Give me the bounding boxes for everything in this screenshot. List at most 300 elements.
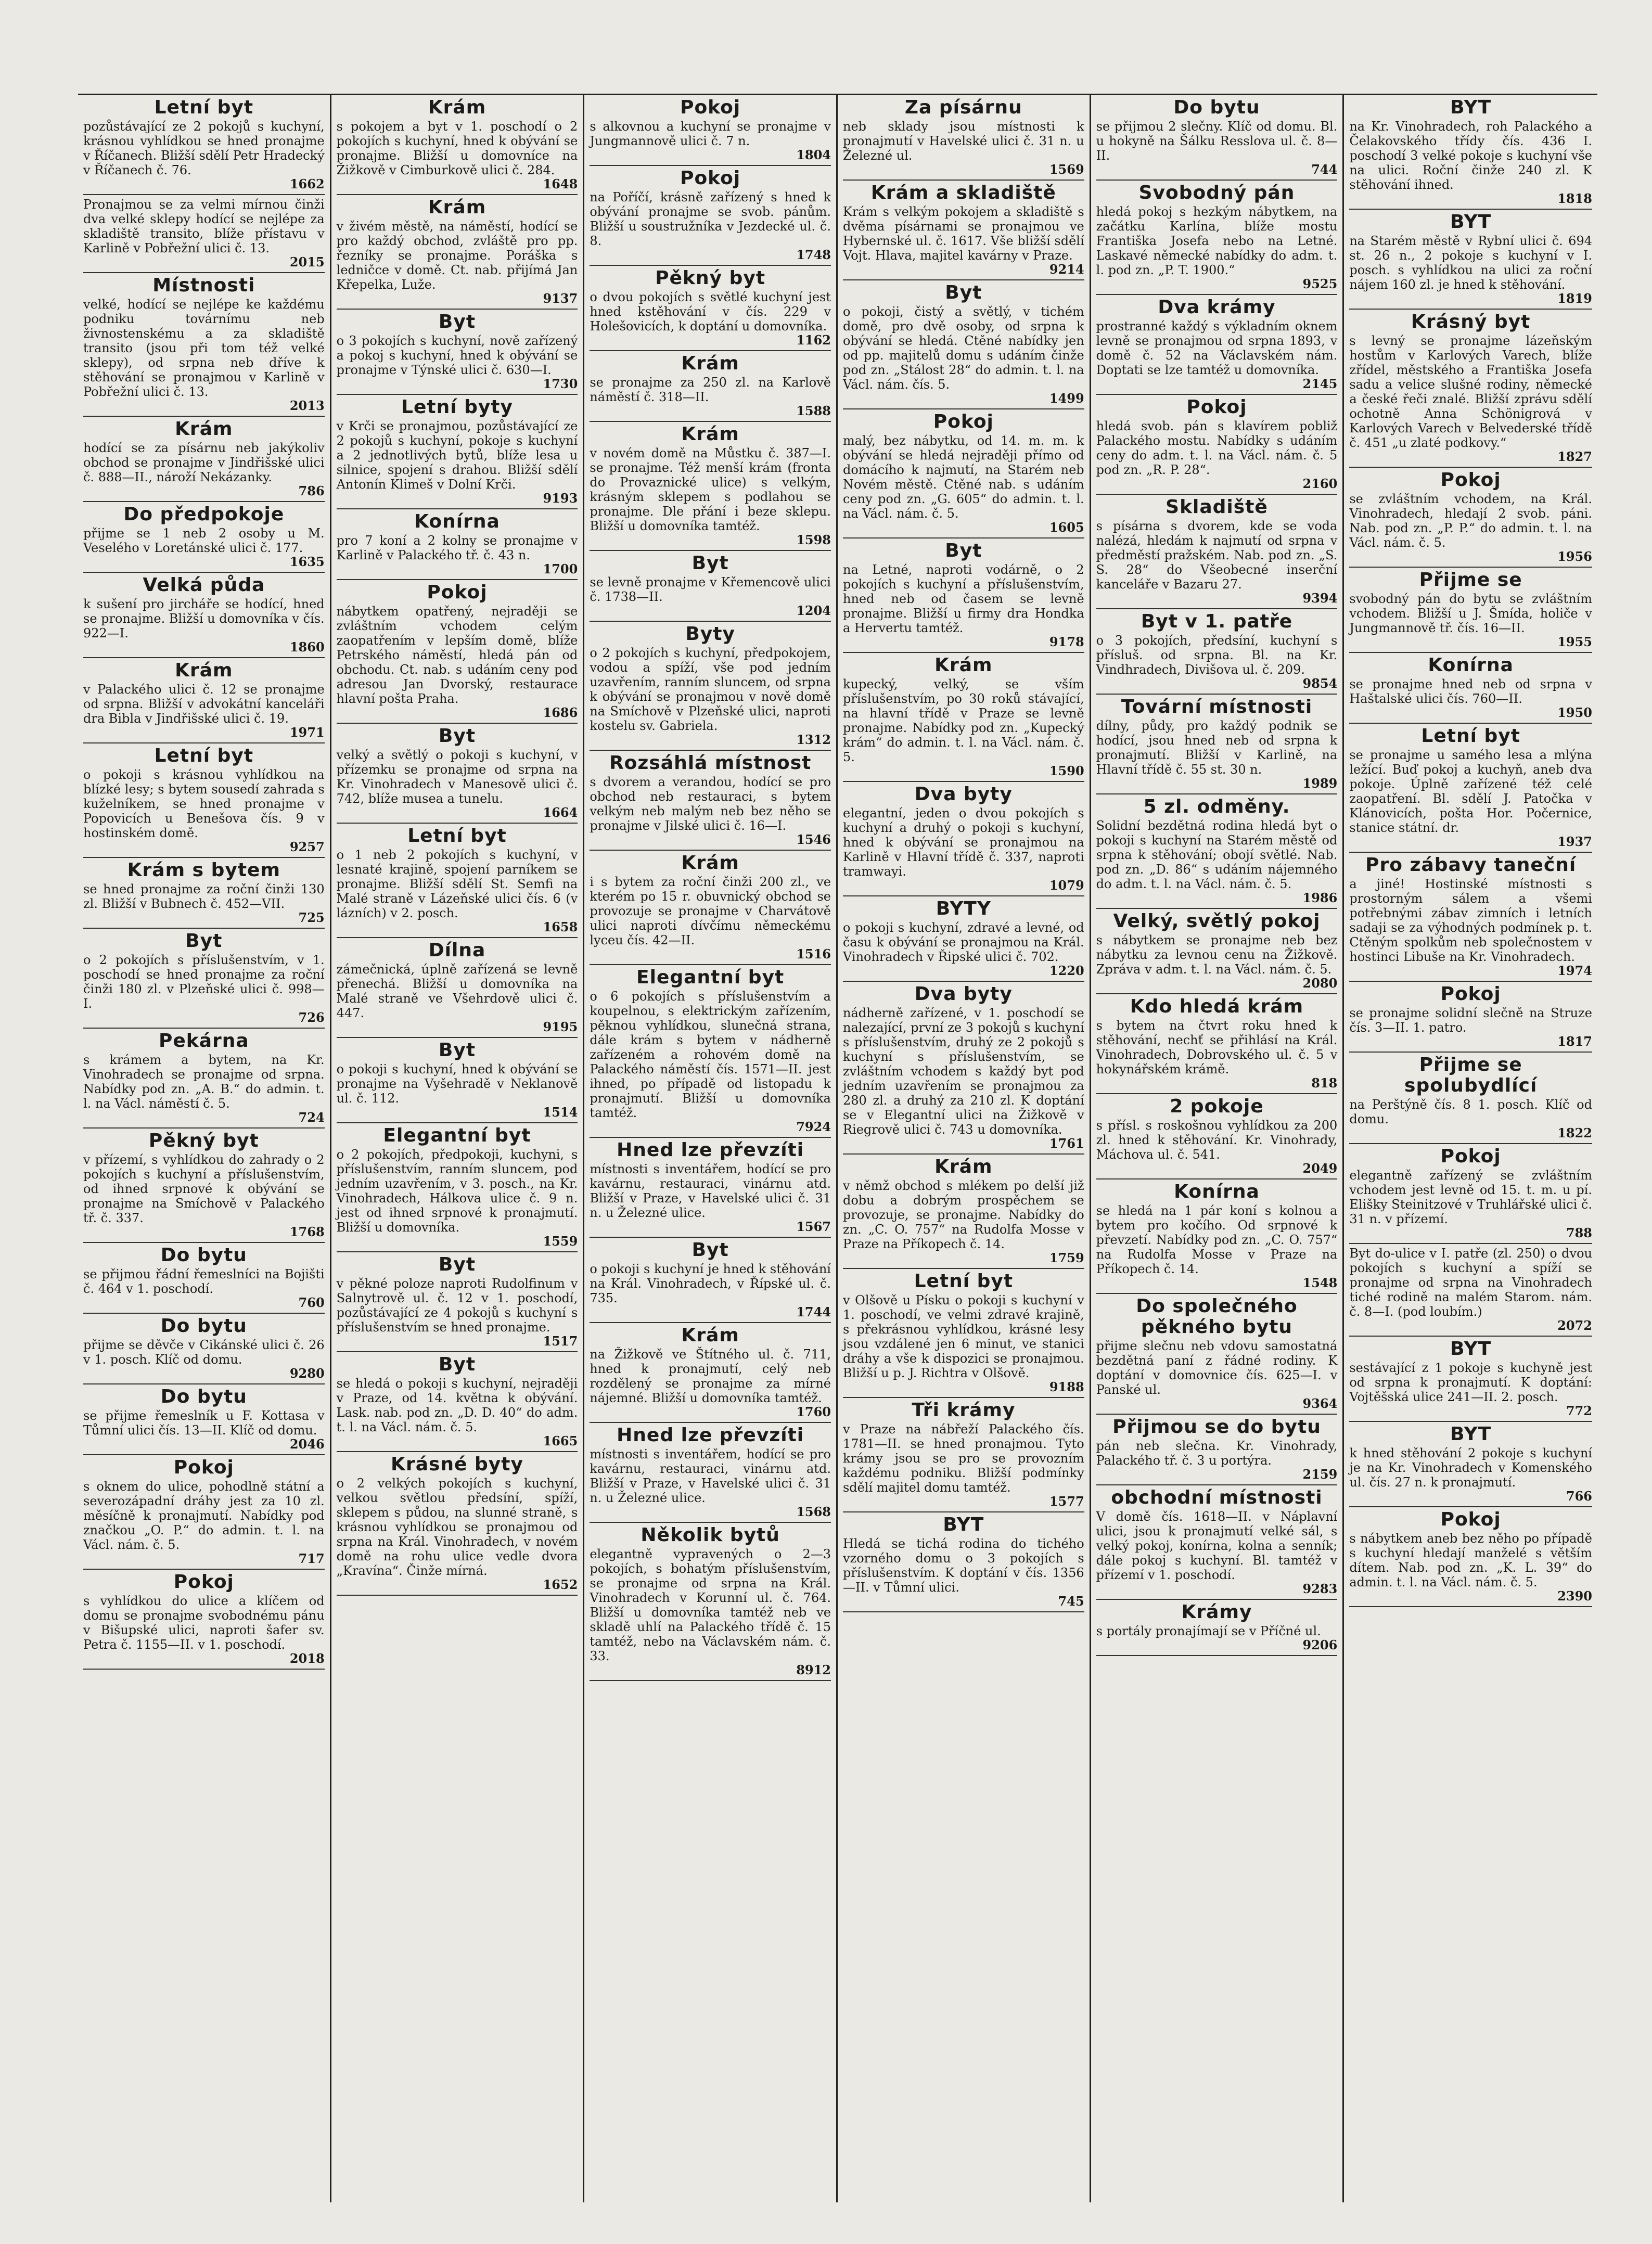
ad-title: Dílna: [428, 940, 486, 961]
ad-title: obchodní místnosti: [1111, 1487, 1323, 1508]
ad-body: se hned pronajme za roční činži 130 zl. Bližší v Bubnech č. 452—VII.: [83, 882, 325, 911]
ad-number: 1648: [543, 176, 578, 191]
ad-number: 8912: [796, 1662, 831, 1677]
ad-title: Krám: [934, 655, 993, 676]
ad-title: Letní byt: [407, 825, 507, 847]
ad-body: malý, bez nábytku, od 14. m. m. k obývání se hledá nejraději přímo od domácího k najmutí, na Starém neb Novém městě. Ctěné nab. s udáním ceny pod zn. „G. 605“ do admin. t. l. na Václ. nám. č. 5.: [842, 433, 1084, 521]
ad-body: s nábytkem se pronajme neb bez nábytku za levnou cenu na Žižkově. Zpráva v adm. t. l. na Václ. nám. č. 5.: [1096, 933, 1338, 977]
column-2: [331, 95, 585, 2202]
ad-body: s bytem na čtvrt roku hned k stěhování, nechť se přihlásí na Král. Vinohradech, Dobrovského ul. č. 5 v hokynářském krámě.: [1096, 1018, 1338, 1076]
ad-body: na Letné, naproti vodárně, o 2 pokojích s kuchyní a příslušenstvím, hned neb od časem se levně pronajme. Bližší u firmy dra Hondka a Hervertu tamtéž.: [842, 562, 1084, 635]
ad-title: 5 zl. odměny.: [1143, 796, 1290, 817]
column-1: [78, 95, 331, 2202]
ad-number: 760: [298, 1295, 325, 1310]
classified-ad: [1349, 468, 1592, 568]
classified-ad: [1096, 1179, 1338, 1294]
ad-body: na Kr. Vinohradech, roh Palackého a Čelakovského třídy čís. 436 I. poschodí 3 velké pokoje s kuchyní vše na ulici. Roční činže 240 zl. K stěhování ihned.: [1349, 119, 1592, 192]
ad-title: Krásné byty: [391, 1454, 523, 1475]
classified-ad: [1349, 1422, 1592, 1507]
ad-body: v němž obchod s mlékem po delší již dobu a dobrým prospěchem se provozuje, se pronajme. Nabídky do zn. „C. O. 757“ na Rudolfa Mosse v Praze na Příkopech č. 14.: [842, 1178, 1084, 1251]
ad-title: Byt v 1. patře: [1141, 611, 1293, 632]
ad-title: 2 pokoje: [1170, 1096, 1264, 1117]
ad-number: 1546: [796, 832, 831, 847]
ad-number: 1989: [1302, 776, 1338, 791]
ad-title: Pro zábavy taneční: [1365, 854, 1577, 876]
classified-ad: [843, 95, 1084, 181]
ad-title: Pekárna: [158, 1030, 249, 1052]
ad-body: místnosti s inventářem, hodící se pro kavárnu, restauraci, vinárnu atd. Bližší v Praze, v Havelské ulici č. 31 n. u Železné ulice.: [590, 1447, 831, 1505]
ad-number: 1818: [1557, 191, 1592, 206]
classified-ad: [1096, 909, 1338, 994]
ad-number: 1950: [1557, 705, 1592, 720]
ad-title: Konírna: [1428, 655, 1514, 676]
ad-number: 1079: [1049, 878, 1084, 893]
ad-body: o 2 pokojích s kuchyní, předpokojem, vodou a spíží, vše pod jedním uzavřením, ranním sluncem, od srpna k obývání se pronajmou v nově domě na Smíchově v Plzeňské ulici, naproti kostelu sv. Gabriela.: [590, 646, 831, 733]
classified-ad: [337, 1038, 578, 1123]
ad-body: k hned stěhování 2 pokoje s kuchyní je na Kr. Vinohradech v Komenského ul. čís. 27 n. k pronajmutí.: [1349, 1446, 1592, 1490]
ad-number: 1686: [543, 705, 578, 720]
ad-title: Letní byt: [914, 1271, 1014, 1292]
ad-title: Byt: [185, 930, 223, 952]
classified-ad: [1096, 295, 1338, 395]
classified-ad: [1349, 653, 1592, 724]
ad-body: se přijmou 2 slečny. Klíč od domu. Bl. u hokyně na Šálku Resslova ul. č. 8—II.: [1096, 119, 1338, 163]
ad-body: o 2 pokojích, předpokoji, kuchyni, s příslušenstvím, ranním sluncem, pod jedním uzavřením, v 3. posch., na Kr. Vinohradech, Hálkova ulice č. 9 n. jest od ihned srpnové k pronajmutí. Bližší u domovníka.: [336, 1147, 578, 1235]
ad-body: Byt do-ulice v I. patře (zl. 250) o dvou pokojích s kuchyní a spíží se pronajme od srpna na Vinohradech tiché rodině na malém Starom. nám. č. 8—I. (pod loubím.): [1349, 1246, 1592, 1319]
classified-ad: [1096, 181, 1338, 295]
classified-ad: [1349, 568, 1592, 653]
ad-body: na Perštýně čís. 8 1. posch. Klíč od domu.: [1349, 1097, 1592, 1126]
ad-number: 7924: [796, 1119, 831, 1134]
ad-body: v Palackého ulici č. 12 se pronajme od srpna. Bližší v advokátní kanceláři dra Bibla v Jindřišské ulici č. 19.: [83, 682, 325, 726]
ad-body: pro 7 koní a 2 kolny se pronajme v Karlině v Palackého tř. č. 43 n.: [336, 533, 578, 562]
ad-title: Elegantní byt: [383, 1125, 531, 1146]
ad-number: 1955: [1557, 634, 1592, 649]
classified-ad: [83, 1570, 325, 1670]
ad-title: Tři krámy: [912, 1400, 1016, 1421]
ad-number: 1819: [1557, 291, 1592, 306]
ad-number: 9854: [1302, 676, 1338, 691]
ad-title: Pokoj: [1186, 396, 1247, 418]
ad-body: v Krči se pronajmou, pozůstávající ze 2 pokojů s kuchyní, pokoje s kuchyní a 2 jednotlivých bytů, blíže lesa u silnice, spojení s drahou. Bližší sdělí Antonín Klimeš v Dolní Krči.: [336, 419, 578, 492]
ad-number: 1312: [796, 732, 831, 747]
ad-number: 744: [1311, 162, 1338, 177]
classified-ad: [590, 622, 831, 751]
classifieds-page: [78, 94, 1597, 2202]
ad-number: 725: [298, 910, 325, 925]
ad-body: elegantní, jeden o dvou pokojích s kuchyní a druhý o pokoji s kuchyní, hned k obývání se pronajmou na Karlině v Hlavní třídě č. 337, naproti tramwayi.: [842, 806, 1084, 879]
classified-ad: [83, 858, 325, 929]
ad-title: Pokoj: [680, 97, 741, 118]
ad-number: 1204: [796, 603, 831, 618]
classified-ad: [83, 1314, 325, 1384]
classified-ad: [1096, 1415, 1338, 1485]
ad-number: 1499: [1049, 391, 1084, 406]
classified-ad: [843, 982, 1084, 1155]
ad-body: v pěkné poloze naproti Rudolfinum v Salnytrově ul. č. 12 v 1. poschodí, pozůstávající ze 4 pokojů s kuchyní s příslušenstvím se hned pronajme.: [336, 1276, 578, 1335]
ad-body: s krámem a bytem, na Kr. Vinohradech se pronajme od srpna. Nabídky pod zn. „A. B.“ do admin. t. l. na Václ. náměstí č. 5.: [83, 1053, 325, 1111]
ad-title: Krámy: [1181, 1601, 1252, 1623]
ad-title: Krám: [175, 660, 233, 681]
ad-body: s vyhlídkou do ulice a klíčem od domu se pronajme svobodnému pánu v Bišupské ulici, naproti šafer sv. Petra č. 1155—II. v 1. poschodí.: [83, 1594, 325, 1652]
ad-number: 1162: [796, 332, 831, 348]
ad-title: Dva krámy: [1158, 297, 1276, 318]
ad-title: Konírna: [1174, 1181, 1260, 1202]
classified-ad: [83, 1129, 325, 1243]
ad-title: Několik bytů: [641, 1524, 780, 1546]
ad-title: Krám: [428, 97, 486, 118]
ad-body: prostranné každý s výkladním oknem levně se pronajmou od srpna 1893, v domě č. 52 na Václavském nám. Doptati se lze tamtéž u domovníka.: [1096, 319, 1338, 377]
ad-title: Kdo hledá krám: [1130, 996, 1304, 1017]
ad-body: V domě čís. 1618—II. v Náplavní ulici, jsou k pronajmutí velké sál, s velký pokoj, konírna, kolna a senník; dále pokoj s kuchyní. Bl. tamtéž v přízemí v 1. poschodí.: [1096, 1509, 1338, 1582]
ad-number: 2080: [1302, 976, 1338, 991]
ad-number: 9188: [1049, 1379, 1084, 1394]
classified-ad: [337, 1352, 578, 1452]
classified-ad: [590, 166, 831, 266]
ad-number: 2072: [1557, 1318, 1592, 1333]
ad-number: 1744: [796, 1304, 831, 1319]
ad-number: 1598: [796, 532, 831, 547]
ad-title: Pokoj: [427, 582, 488, 603]
ad-number: 1568: [796, 1504, 831, 1519]
ad-body: kupecký, velký, se vším příslušenstvím, po 30 roků stávající, na hlavní třídě v Praze se levně pronajme. Nabídky pod zn. „Kupecký krám“ do admin. t. l. na Václ. nám. č. 5.: [842, 677, 1084, 764]
ad-body: přijme se 1 neb 2 osoby u M. Veselého v Loretánské ulici č. 177.: [83, 526, 325, 555]
ad-number: 1517: [543, 1333, 578, 1349]
ad-body: se pronajme solidní slečně na Struze čís. 3—II. 1. patro.: [1349, 1006, 1592, 1035]
ad-number: 1860: [289, 639, 325, 655]
classified-ad: [590, 965, 831, 1138]
ad-title: Byt: [438, 311, 476, 332]
ad-title: Do bytu: [160, 1386, 247, 1407]
ad-body: v Olšově u Písku o pokoji s kuchyní v 1. poschodí, ve velmi zdravé krajině, s překrásnou vyhlídkou, krásné lesy jsou vzdálené jen 6 minut, ve stanici dráhy a vše k dispozici se pronajmou. Bližší u p. J. Richtra v Olšově.: [842, 1293, 1084, 1380]
ad-body: Krám s velkým pokojem a skladiště s dvěma písárnami se pronajmou ve Hybernské ul. č. 1617. Vše bližší sdělí Vojt. Hlava, majitel kavárny v Praze.: [842, 204, 1084, 263]
ad-body: k sušení pro jircháře se hodící, hned se pronajme. Bližší u domovníka v čís. 922—I.: [83, 597, 325, 640]
ad-number: 1956: [1557, 549, 1592, 564]
classified-ad: [83, 195, 325, 273]
ad-title: Pokoj: [1440, 1146, 1501, 1167]
classified-ad: [337, 580, 578, 724]
ad-title: Krásný byt: [1411, 311, 1531, 332]
ad-number: 1665: [543, 1433, 578, 1448]
classified-ad: [337, 509, 578, 580]
classified-ad: [337, 1452, 578, 1596]
ad-title: Pokoj: [173, 1571, 234, 1593]
ad-body: neb sklady jsou místnosti k pronajmutí v Havelské ulici č. 31 n. u Železné ul.: [842, 119, 1084, 163]
ad-body: hodící se za písárnu neb jakýkoliv obchod se pronajme v Jindřišské ulici č. 888—II., nároží Nekázanky.: [83, 441, 325, 484]
ad-number: 1664: [543, 805, 578, 820]
ad-title: Elegantní byt: [636, 967, 785, 988]
ad-title: Přijme se: [1419, 569, 1522, 591]
ad-number: 2145: [1302, 376, 1338, 391]
ad-title: Byt: [438, 1354, 476, 1375]
ad-number: 1567: [796, 1219, 831, 1234]
ad-body: s pokojem a byt v 1. poschodí o 2 pokojích s kuchyní, hned k obývání se pronajme. Bližší u domovníce na Žižkově v Cimburkově ulici č. 284.: [336, 119, 578, 177]
ad-body: přijme se děvče v Cikánské ulici č. 26 v 1. posch. Klíč od domu.: [83, 1338, 325, 1367]
ad-title: Místnosti: [152, 275, 255, 296]
classified-ad: [1096, 794, 1338, 909]
ad-title: Za písárnu: [904, 97, 1022, 118]
classified-ad: [337, 395, 578, 509]
ad-title: Byt: [438, 725, 476, 747]
ad-number: 717: [298, 1551, 325, 1566]
ad-title: Dva byty: [914, 983, 1013, 1005]
classified-ad: [1096, 1094, 1338, 1179]
classified-ad: [337, 724, 578, 824]
ad-number: 1220: [1049, 963, 1084, 978]
ad-number: 1577: [1049, 1494, 1084, 1509]
ad-body: se přijme řemeslník u F. Kottasa v Tůmní ulici čís. 13—II. Klíč od domu.: [83, 1408, 325, 1438]
classified-ad: [590, 1523, 831, 1681]
ad-number: 9283: [1302, 1581, 1338, 1596]
classified-ad: [83, 1455, 325, 1570]
ad-title: BYT: [1450, 1338, 1492, 1360]
ad-title: Do bytu: [1173, 97, 1260, 118]
ad-number: 818: [1311, 1075, 1338, 1091]
ad-title: Byt: [945, 282, 982, 303]
ad-number: 9178: [1049, 634, 1084, 649]
classified-ad: [590, 266, 831, 351]
ad-body: elegantně zařízený se zvláštním vchodem jest levně od 15. t. m. u pí. Elišky Steinitzové v Truhlářské ulici č. 31 n. v přízemí.: [1349, 1168, 1592, 1226]
classified-ad: [590, 351, 831, 422]
ad-title: Byt: [691, 553, 729, 574]
ad-number: 9193: [543, 491, 578, 506]
ad-number: 1590: [1049, 763, 1084, 778]
ad-body: Pronajmou se za velmi mírnou činži dva velké sklepy hodící se nejlépe za skladiště transito, blíže přístavu v Karlině v Pobřežní ulici č. 13.: [83, 197, 325, 255]
ad-body: o pokoji s kuchyní, hned k obývání se pronajme na Vyšehradě v Neklanově ul. č. 112.: [336, 1062, 578, 1106]
ad-body: o 3 pokojích, předsíní, kuchyní s přísluš. od srpna. Bl. na Kr. Vindhradech, Divišova ul. č. 209.: [1096, 633, 1338, 677]
classified-ad: [1349, 1144, 1592, 1244]
ad-body: v živém městě, na náměstí, hodící se pro každý obchod, zvláště pro pp. řezníky se pronajme. Poráška s ledničce v domě. Ct. nab. přijímá Jan Křepelka, Luže.: [336, 219, 578, 292]
ad-number: 1986: [1302, 890, 1338, 905]
ad-title: Letní byt: [154, 97, 254, 118]
column-6: [1344, 95, 1597, 2202]
classified-ad: [83, 573, 325, 658]
ad-body: místnosti s inventářem, hodící se pro kavárnu, restauraci, vinárnu atd. Bližší v Praze, v Havelské ulici č. 31 n. u Železné ulice.: [590, 1162, 831, 1220]
ad-body: v přízemí, s vyhlídkou do zahrady o 2 pokojích s kuchyní a příslušenstvím, od ihned srpnové k obývání se pronajme na Smíchově v Palackého tř. č. 337.: [83, 1152, 325, 1225]
classified-ad: [1349, 724, 1592, 853]
ad-title: Letní byt: [1421, 725, 1520, 747]
classified-ad: [337, 1123, 578, 1252]
ad-title: Krám: [681, 852, 739, 874]
ad-title: BYT: [1450, 211, 1492, 233]
ad-body: se pronajme hned neb od srpna v Haštalské ulici čís. 760—II.: [1349, 677, 1592, 706]
ad-title: Velká půda: [143, 574, 265, 596]
ad-title: Do předpokoje: [123, 504, 285, 525]
ad-body: dílny, půdy, pro každý podnik se hodící, jsou hned neb od srpna k pronajmutí. Bližší v Karlině, na Hlavní třídě č. 55 st. 30 n.: [1096, 719, 1338, 777]
ad-body: hledá svob. pán s klavírem pobliž Palackého mostu. Nabídky s udáním ceny do adm. t. l. na Václ. nám. č. 5 pod zn. „R. P. 28“.: [1096, 419, 1338, 477]
ad-title: Tovární místnosti: [1121, 696, 1313, 717]
classified-ad: [337, 1252, 578, 1352]
ad-number: 1761: [1049, 1136, 1084, 1151]
ad-number: 1971: [289, 725, 325, 740]
ad-body: se pronajme u samého lesa a mlýna ležící. Buď pokoj a kuchyň, aneb dva pokoje. Úplně zařízené též celé zaopatření. Bl. sdělí J. Patočka v Klánovicích, pošta Hor. Počernice, stanice státní. dr.: [1349, 748, 1592, 835]
ad-body: o pokoji s kuchyní, zdravé a levné, od času k obývání se pronajmou na Král. Vinohradech v Řipské ulici č. 702.: [842, 920, 1084, 964]
classified-ad: [1349, 1053, 1592, 1144]
ad-title: Byty: [685, 623, 735, 645]
ad-title: Pokoj: [1440, 983, 1501, 1005]
classified-ad: [843, 181, 1084, 280]
ad-body: o 2 pokojích s příslušenstvím, v 1. poschodí se hned pronajme za roční činži 180 zl. v Plzeňské ulici č. 998—I.: [83, 953, 325, 1011]
classified-ad: [1349, 1507, 1592, 1607]
ad-body: Hledá se tichá rodina do tichého vzorného domu o 3 pokojích s příslušenstvím. K doptání v čís. 1356—II. v Tůmní ulici.: [842, 1536, 1084, 1595]
classified-ad: [590, 1238, 831, 1323]
ad-title: Krám: [681, 1325, 739, 1346]
column-4: [838, 95, 1091, 2202]
ad-number: 9206: [1302, 1637, 1338, 1652]
ad-body: pán neb slečna. Kr. Vinohrady, Palackého tř. č. 3 u portýra.: [1096, 1439, 1338, 1468]
ad-number: 726: [298, 1010, 325, 1025]
classified-ad: [1096, 95, 1338, 181]
ad-body: v novém domě na Můstku č. 387—I. se pronajme. Též menší krám (fronta do Provaznické ulice) s velkým, krásným sklepem s podlahou se pronajme. Dle přání i beze sklepu. Bližší u domovníka tamtéž.: [590, 446, 831, 533]
ad-body: o 3 pokojích s kuchyní, nově zařízený a pokoj s kuchyní, hned k obývání se pronajme v Týnské ulici č. 630—I.: [336, 334, 578, 377]
ad-number: 9257: [289, 839, 325, 854]
classified-ad: [843, 538, 1084, 653]
ad-title: Byt: [945, 540, 982, 561]
ad-number: 2159: [1302, 1467, 1338, 1482]
ad-title: Do bytu: [160, 1315, 247, 1337]
classified-ad: [843, 653, 1084, 782]
ad-number: 786: [298, 483, 325, 498]
classified-ad: [83, 417, 325, 502]
ad-number: 1559: [543, 1234, 578, 1249]
ad-body: elegantně vypravených o 2—3 pokojích, s bohatým příslušenstvím, se pronajme od srpna na Král. Vinohradech v Korunní ul. č. 764. Bližší u domovníka tamtéž neb ve skladě uhlí na Palackého třídě č. 15 tamtéž, nebo na Václavském nám. č. 33.: [590, 1547, 831, 1663]
ad-number: 9525: [1302, 276, 1338, 291]
ad-number: 1827: [1557, 449, 1592, 464]
column-3: [584, 95, 838, 2202]
classified-ad: [843, 1398, 1084, 1512]
ad-body: velké, hodící se nejlépe ke každému podniku továrnímu neb živnostenskému a za skladiště transito (jsou při tom též velké sklepy), od srpna neb dříve k stěhování se pronajmou v Karlině v Pobřežní ulici č. 13.: [83, 297, 325, 399]
classified-ad: [590, 1423, 831, 1523]
classified-ad: [1096, 1294, 1338, 1415]
ad-body: s levný se pronajme lázeňským hostům v Karlových Varech, blíže zřídel, městského a Františka Josefa sadu a velice slušné rodiny, německé a české řeči znalé. Bližší zprávu sdělí ochotně Anna Schönigrová v Karlových Varech v Belvederské třídě č. 451 „u zlaté podkovy.“: [1349, 334, 1592, 450]
ad-body: hledá pokoj s hezkým nábytkem, na začátku Karlína, blíže mostu Františka Josefa nebo na Letné. Laskavé německé nabídky do adm. t. l. pod zn. „P. T. 1900.“: [1096, 204, 1338, 277]
ad-number: 1804: [796, 147, 831, 162]
ad-number: 9280: [289, 1366, 325, 1381]
ad-title: Pokoj: [680, 168, 741, 189]
ad-body: na Žižkově ve Štítného ul. č. 711, hned k pronajmutí, celý neb rozdělený se pronajme za mírné nájemné. Bližší u domovníka tamtéž.: [590, 1347, 831, 1405]
ad-title: BYT: [943, 1514, 984, 1535]
ad-number: 1588: [796, 403, 831, 418]
ad-title: Letní byty: [401, 396, 513, 418]
ad-number: 2046: [289, 1437, 325, 1452]
ad-number: 2049: [1302, 1161, 1338, 1176]
ad-number: 2390: [1557, 1588, 1592, 1604]
ad-body: se zvláštním vchodem, na Král. Vinohradech, hledají 2 svob. páni. Nab. pod zn. „P. P.“ do admin. t. l. na Václ. nám. č. 5.: [1349, 492, 1592, 550]
ad-title: Byt: [438, 1040, 476, 1061]
ad-title: BYTY: [936, 898, 991, 919]
classified-ad: [590, 95, 831, 166]
ad-number: 2013: [289, 398, 325, 413]
ad-number: 1605: [1049, 520, 1084, 535]
classified-ad: [843, 280, 1084, 409]
ad-title: Přijmou se do bytu: [1112, 1416, 1321, 1438]
classified-ad: [1096, 695, 1338, 794]
ad-body: svobodný pán do bytu se zvláštním vchodem. Bližší u J. Šmída, holiče v Jungmannově tř. čís. 16—II.: [1349, 592, 1592, 635]
classified-ad: [843, 1155, 1084, 1269]
classified-ad: [843, 782, 1084, 896]
ad-title: Do bytu: [160, 1245, 247, 1266]
ad-title: Pokoj: [933, 411, 994, 432]
ad-number: 9137: [543, 291, 578, 306]
ad-number: 9394: [1302, 591, 1338, 606]
classified-ad: [337, 938, 578, 1038]
classified-ad: [843, 1512, 1084, 1612]
classified-ad: [83, 658, 325, 743]
ad-title: Rozsáhlá místnost: [609, 752, 812, 774]
ad-title: BYT: [1450, 97, 1492, 118]
ad-body: s dvorem a verandou, hodící se pro obchod neb restauraci, s bytem velkým neb malým neb bez něho se pronajme v Jilské ulici č. 16—I.: [590, 775, 831, 833]
ad-body: o pokoji, čistý a světlý, v tichém domě, pro dvě osoby, od srpna k obývání se hledá. Ctěné nabídky jen od pp. majitelů domu s udáním činže pod zn. „Stálost 28“ do admin. t. l. na Václ. nám. čís. 5.: [842, 304, 1084, 392]
classified-ad: [83, 1029, 325, 1129]
ad-body: s písárna s dvorem, kde se voda nalézá, hledám k najmutí od srpna v předměstí pražském. Nab. pod zn. „S. S. 28“ do Všeobecné inserční kanceláře v Bazaru 27.: [1096, 519, 1338, 592]
ad-title: Pěkný byt: [148, 1130, 259, 1151]
ad-body: a jiné! Hostinské místnosti s prostorným sálem a všemi potřebnými zábav zimních i letních sadaji se za výhodných podmínek p. t. Ctěným spolkům neb společnostem v hostinci Libuše na Kr. Vinohradech.: [1349, 877, 1592, 964]
ad-number: 1658: [543, 919, 578, 934]
ad-body: i s bytem za roční činži 200 zl., ve kterém po 15 r. obuvnický obchod se provozuje se pronajme v Charvátově ulici naproti dívčímu německému lyceu čís. 42—II.: [590, 875, 831, 947]
ad-body: o 1 neb 2 pokojích s kuchyní, v lesnaté krajině, spojení parníkem se pronajme. Bližší sdělí St. Semfi na Malé straně v Lázeňské ulici čís. 6 (v lázních) v 2. posch.: [336, 848, 578, 920]
classified-ad: [1349, 95, 1592, 210]
classified-ad: [1096, 609, 1338, 695]
classified-ad: [1349, 1337, 1592, 1422]
ad-title: Pokoj: [173, 1457, 234, 1478]
ad-body: se hledá o pokoji s kuchyní, nejraději v Praze, od 14. května k obývání. Lask. nab. pod zn. „D. D. 40“ do adm. t. l. na Václ. nám. č. 5.: [336, 1376, 578, 1434]
ad-number: 772: [1566, 1403, 1592, 1418]
ad-body: na Poříčí, krásně zařízený s hned k obývání pronajme se svob. pánům. Bližší u soustružníka v Jezdecké ul. č. 8.: [590, 190, 831, 248]
ad-title: Pěkný byt: [655, 267, 766, 289]
ad-body: přijme slečnu neb vdovu samostatná bezdětná paní z řádné rodiny. K doptání v domovnice čís. 625—I. v Panské ul.: [1096, 1339, 1338, 1397]
ad-number: 9214: [1049, 262, 1084, 277]
ad-number: 2160: [1302, 476, 1338, 491]
classified-ad: [1096, 1485, 1338, 1600]
ad-title: Přijme se spolubydlící: [1404, 1054, 1538, 1096]
classified-ad: [83, 95, 325, 195]
ad-number: 1548: [1302, 1275, 1338, 1290]
ad-number: 1768: [289, 1224, 325, 1239]
classified-ad: [590, 551, 831, 622]
classified-ad: [590, 751, 831, 851]
ad-title: Krám: [681, 424, 739, 445]
classified-ad: [590, 422, 831, 551]
ad-body: velký a světlý o pokoji s kuchyní, v přízemku se pronajme od srpna na Kr. Vinohradech v Manesově ulici č. 742, blíže musea a tunelu.: [336, 748, 578, 806]
classified-ad: [83, 273, 325, 417]
classified-ad: [590, 1138, 831, 1238]
ad-body: o 6 pokojích s příslušenstvím a koupelnou, s elektrickým zařízením, pěknou vyhlídkou, slunečná strana, dále krám s bytem v nádherně zařízeném a rohovém domě na Palackého náměstí čís. 1571—II. jest ihned, po případě od listopadu k pronajmutí. Bližší u domovníka tamtéž.: [590, 989, 831, 1120]
ad-body: nádherně zařízené, v 1. poschodí se nalezající, první ze 3 pokojů s kuchyní s příslušenstvím, druhý ze 2 pokojů s kuchyní s příslušenstvím, se zvláštním vchodem s každý byt pod jedním uzavřením se pronajmou za 280 zl. a druhý za 210 zl. K doptání se v Elegantní ulici na Žižkově v Riegrově ulici č. 743 u domovníka.: [842, 1006, 1084, 1137]
ad-body: o pokoji s kuchyní je hned k stěhování na Král. Vinohradech, v Řípské ul. č. 735.: [590, 1262, 831, 1305]
ad-title: Skladiště: [1166, 496, 1268, 518]
ad-number: 1652: [543, 1577, 578, 1592]
classified-ad: [1349, 982, 1592, 1053]
classified-ad: [1349, 210, 1592, 310]
ad-body: sestávající z 1 pokoje s kuchyně jest od srpna k pronajmutí. K doptání: Vojtěšská ulice 241—II. 2. posch.: [1349, 1361, 1592, 1404]
ad-number: 9195: [543, 1019, 578, 1034]
ad-title: Pokoj: [1440, 469, 1501, 491]
classified-ad: [83, 1243, 325, 1314]
ad-number: 1748: [796, 247, 831, 262]
ad-body: s portály pronajímají se v Příčné ul.: [1096, 1624, 1321, 1638]
ad-number: 1974: [1557, 963, 1592, 978]
ad-number: 745: [1058, 1594, 1084, 1609]
ad-body: o 2 velkých pokojích s kuchyní, velkou světlou předsíní, spíží, sklepem s půdou, na slunné straně, s krásnou vyhlídkou se pronajmou od srpna na Král. Vinohradech, v novém domě na rohu ulice vedle dvora „Kravína“. Činže mírná.: [336, 1476, 578, 1578]
ad-body: o dvou pokojích s světlé kuchyní jest hned kstěhování v čís. 229 v Holešovicích, k doptání u domovníka.: [590, 290, 831, 334]
ad-body: se přijmou řádní řemeslníci na Bojišti č. 464 v 1. poschodí.: [83, 1267, 325, 1296]
ad-title: Hned lze převzíti: [617, 1139, 804, 1161]
ad-body: nábytkem opatřený, nejraději se zvláštním vchodem celým zaopatřením v lepším domě, blíže Petrského náměstí, hledá pán od obchodu. Ct. nab. s udáním ceny pod adresou Jan Dvorský, restaurace hlavní pošta Praha.: [336, 604, 578, 706]
ad-title: Hned lze převzíti: [617, 1425, 804, 1446]
ad-body: Solidní bezdětná rodina hledá byt o pokoji s kuchyní na Starém městě od srpna k stěhování; obojí světlé. Nab. pod zn. „D. 86“ s udáním nájemného do adm. t. l. na Václ. nám. č. 5.: [1096, 818, 1338, 891]
classified-ad: [1349, 1244, 1592, 1337]
classified-ad: [843, 409, 1084, 538]
